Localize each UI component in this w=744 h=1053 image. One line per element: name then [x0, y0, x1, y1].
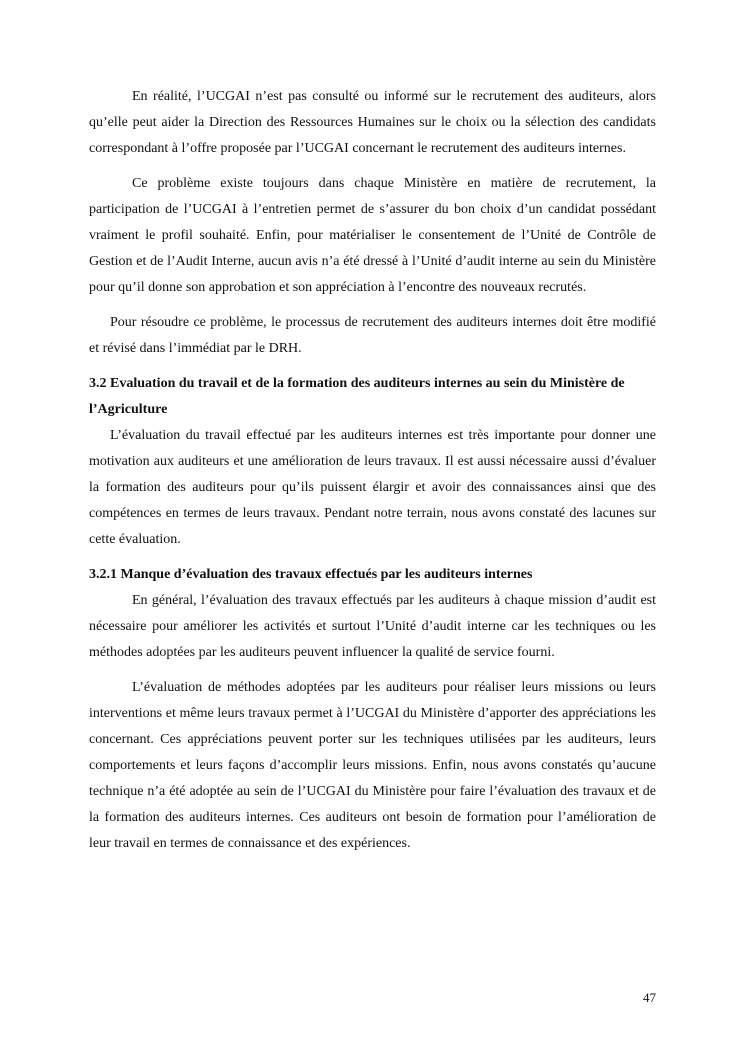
paragraph-resoudre-probleme: Pour résoudre ce problème, le processus de recrutement des auditeurs internes doit être modifié et révisé dans l’immédiat par le DRH.	[89, 315, 656, 356]
body-text	[89, 84, 656, 866]
paragraph-probleme-ministere: Ce problème existe toujours dans chaque Ministère en matière de recrutement, la participation de l’UCGAI à l’entretien permet de s’assurer du bon choix d’un candidat possédant vraiment le profil souhaité. Enfin, pour matérialiser le consentement de l’Unité de Contrôle de Gestion et de l’Audit Interne, aucun avis n’a été dressé à l’Unité d’audit interne au sein du Ministère pour qu’il donne son approbation et son appréciation à l’encontre des nouveaux recrutés.	[89, 176, 656, 295]
paragraph-recrutement-ucgai: En réalité, l’UCGAI n’est pas consulté ou informé sur le recrutement des auditeurs, alors qu’elle peut aider la Direction des Ressources Humaines sur le choix ou la sélection des candidats correspondant à l’offre proposée par l’UCGAI concernant le recrutement des auditeurs internes.	[89, 89, 656, 156]
section-heading-3-2-1: 3.2.1 Manque d’évaluation des travaux effectués par les auditeurs internes	[89, 567, 533, 582]
paragraph-evaluation-methodes: L’évaluation de méthodes adoptées par les auditeurs pour réaliser leurs missions ou leurs interventions et même leurs travaux permet à l’UCGAI du Ministère d’apporter des appréciations les concernant. Ces appréciations peuvent porter sur les techniques utilisées par les auditeurs, leurs comportements et leurs façons d’accomplir leurs missions. Enfin, nous avons constatés qu’aucune technique n’a été adoptée au sein de l’UCGAI du Ministère pour faire l’évaluation des travaux et de la formation des auditeurs internes. Ces auditeurs ont besoin de formation pour l’amélioration de leur travail en termes de connaissance et des expériences.	[89, 680, 656, 851]
paragraph-evaluation-travail: L’évaluation du travail effectué par les auditeurs internes est très importante pour donner une motivation aux auditeurs et une amélioration de leurs travaux. Il est aussi nécessaire aussi d’évaluer la formation des auditeurs pour qu’ils puissent élargir et avoir des connaissances ainsi que des compétences en termes de leurs travaux. Pendant notre terrain, nous avons constaté des lacunes sur cette évaluation.	[89, 428, 656, 547]
section-heading-3-2: 3.2 Evaluation du travail et de la formation des auditeurs internes au sein du Ministère de l’Agriculture	[89, 376, 625, 417]
page-number: 47	[643, 990, 656, 1005]
paragraph-evaluation-missions: En général, l’évaluation des travaux effectués par les auditeurs à chaque mission d’audit est nécessaire pour améliorer les activités et surtout l’Unité d’audit interne car les techniques ou les méthodes adoptées par les auditeurs peuvent influencer la qualité de service fourni.	[89, 593, 656, 660]
